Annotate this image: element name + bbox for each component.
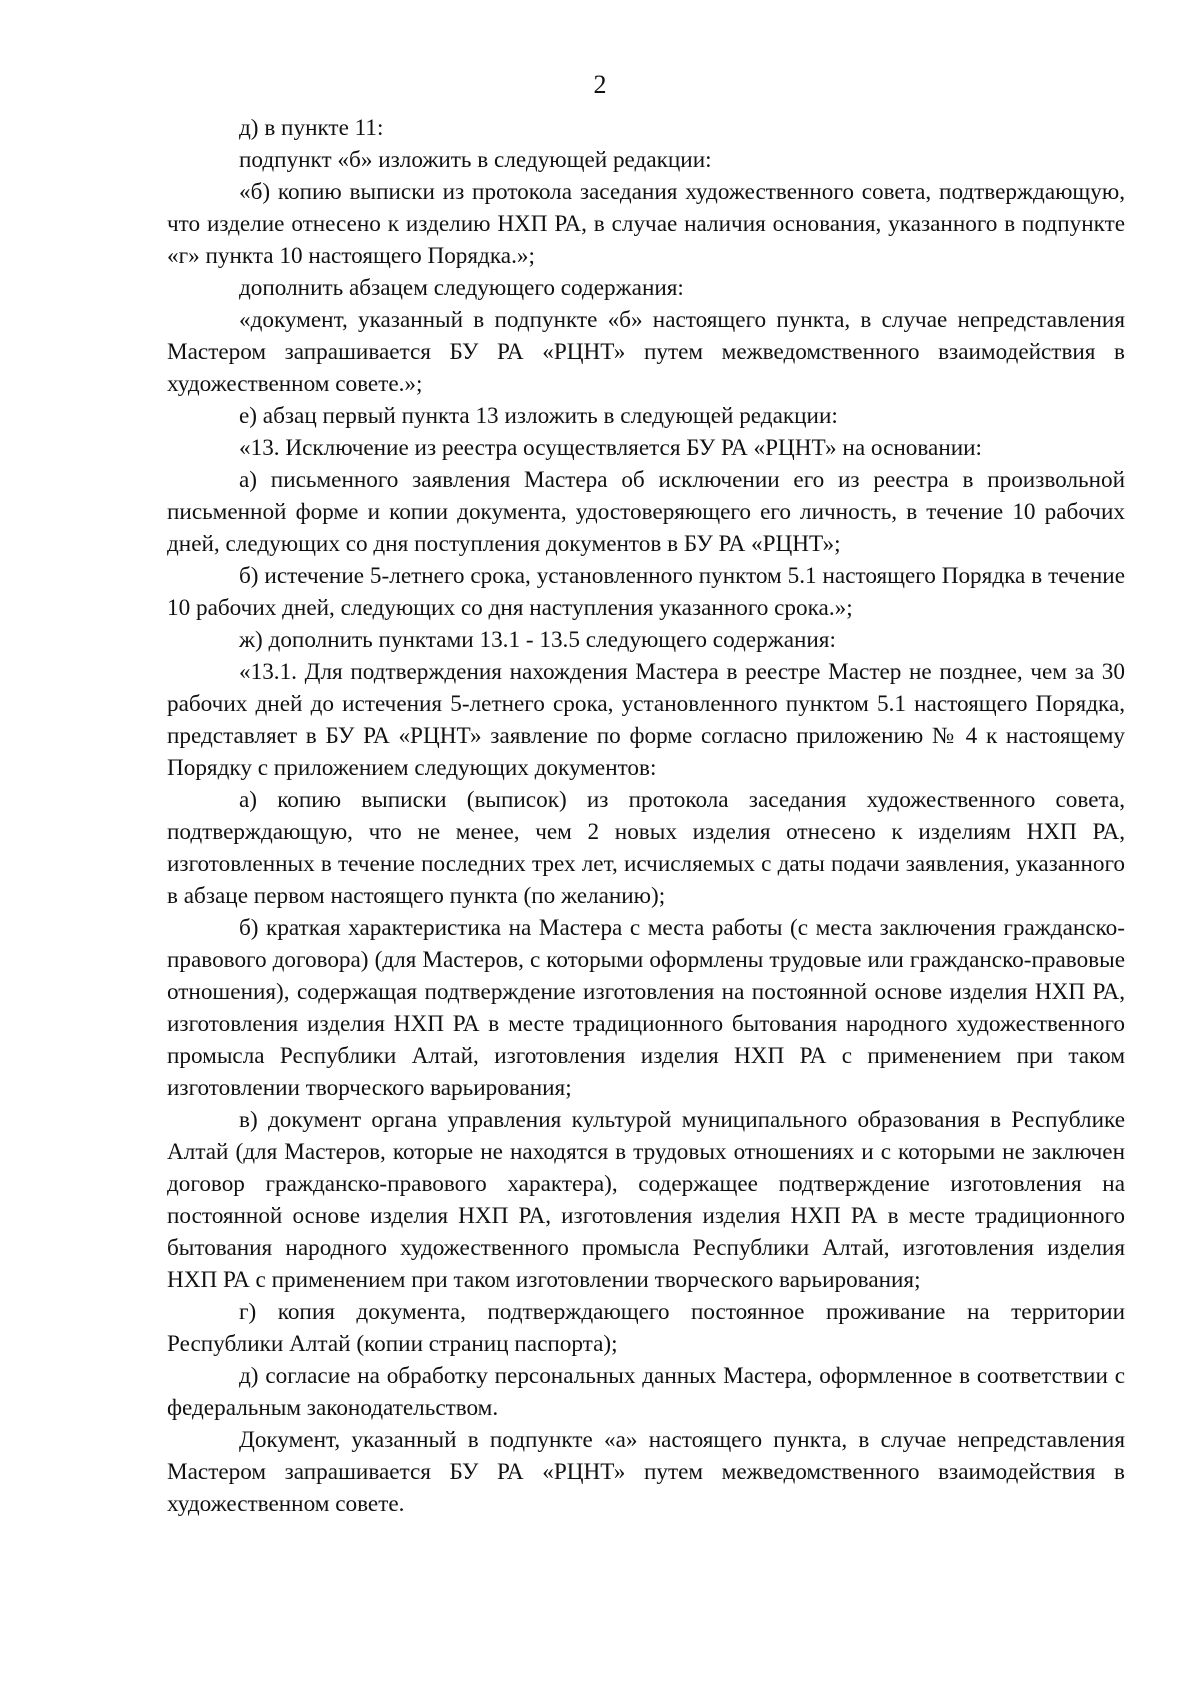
paragraph-13-a: а) письменного заявления Мастера об исключении его из реестра в произвольной письменной форме и копии документа, удостоверяющего его личность, в течение 10 рабочих дней, следующих со дня поступления документов в БУ РА «РЦНТ»; <box>167 467 1125 557</box>
paragraph-subitem-b-edit: подпункт «б» изложить в следующей редакции: <box>239 147 712 173</box>
paragraph-quote-document: «документ, указанный в подпункте «б» настоящего пункта, в случае непредставления Мастером запрашивается БУ РА «РЦНТ» путем межведомственного взаимодействия в художественном совете.»; <box>167 307 1125 397</box>
paragraph-item-zh: ж) дополнить пунктами 13.1 - 13.5 следующего содержания: <box>239 627 836 653</box>
paragraph-13-1-b: б) краткая характеристика на Мастера с места работы (с места заключения гражданско-правового договора) (для Мастеров, с которыми оформлены трудовые или гражданско-правовые отношения), содержащая подтверждение изготовления на постоянной основе изделия НХП РА, изготовления изделия НХП РА в месте традиционного бытования народного художественного промысла Республики Алтай, изготовления изделия НХП РА с применением при таком изготовлении творческого варьирования; <box>167 915 1125 1101</box>
paragraph-add-abzac: дополнить абзацем следующего содержания: <box>239 275 684 301</box>
paragraph-13-b: б) истечение 5-летнего срока, установленного пунктом 5.1 настоящего Порядка в течение 10 рабочих дней, следующих со дня наступления указанного срока.»; <box>167 563 1125 621</box>
paragraph-13-1-a: а) копию выписки (выписок) из протокола заседания художественного совета, подтверждающую, что не менее, чем 2 новых изделия отнесено к изделиям НХП РА, изготовленных в течение последних трех лет, исчисляемых с даты подачи заявления, указанного в абзаце первом настоящего пункта (по желанию); <box>167 787 1125 909</box>
document-body <box>167 112 1125 1520</box>
paragraph-13-1-g: г) копия документа, подтверждающего постоянное проживание на территории Республики Алтай (копии страниц паспорта); <box>167 1299 1125 1357</box>
paragraph-13-1: «13.1. Для подтверждения нахождения Мастера в реестре Мастер не позднее, чем за 30 рабочих дней до истечения 5-летнего срока, установленного пунктом 5.1 настоящего Порядка, представляет в БУ РА «РЦНТ» заявление по форме согласно приложению № 4 к настоящему Порядку с приложением следующих документов: <box>167 659 1125 781</box>
paragraph-13-1-v: в) документ органа управления культурой муниципального образования в Республике Алтай (для Мастеров, которые не находятся в трудовых отношениях и с которыми не заключен договор гражданско-правового характера), содержащее подтверждение изготовления на постоянной основе изделия НХП РА, изготовления изделия НХП РА в месте традиционного бытования народного художественного промысла Республики Алтай, изготовления изделия НХП РА с применением при таком изготовлении творческого варьирования; <box>167 1107 1125 1293</box>
paragraph-quote-b: «б) копию выписки из протокола заседания художественного совета, подтверждающую, что изделие отнесено к изделию НХП РА, в случае наличия основания, указанного в подпункте «г» пункта 10 настоящего Порядка.»; <box>167 179 1125 269</box>
page-number: 2 <box>593 70 607 99</box>
paragraph-13: «13. Исключение из реестра осуществляется БУ РА «РЦНТ» на основании: <box>239 435 982 461</box>
paragraph-13-1-d: д) согласие на обработку персональных данных Мастера, оформленное в соответствии с федеральным законодательством. <box>167 1363 1125 1421</box>
paragraph-document-a: Документ, указанный в подпункте «а» настоящего пункта, в случае непредставления Мастером запрашивается БУ РА «РЦНТ» путем межведомственного взаимодействия в художественном совете. <box>167 1427 1125 1517</box>
paragraph-item-d: д) в пункте 11: <box>239 115 384 141</box>
paragraph-item-e: е) абзац первый пункта 13 изложить в следующей редакции: <box>239 403 838 429</box>
